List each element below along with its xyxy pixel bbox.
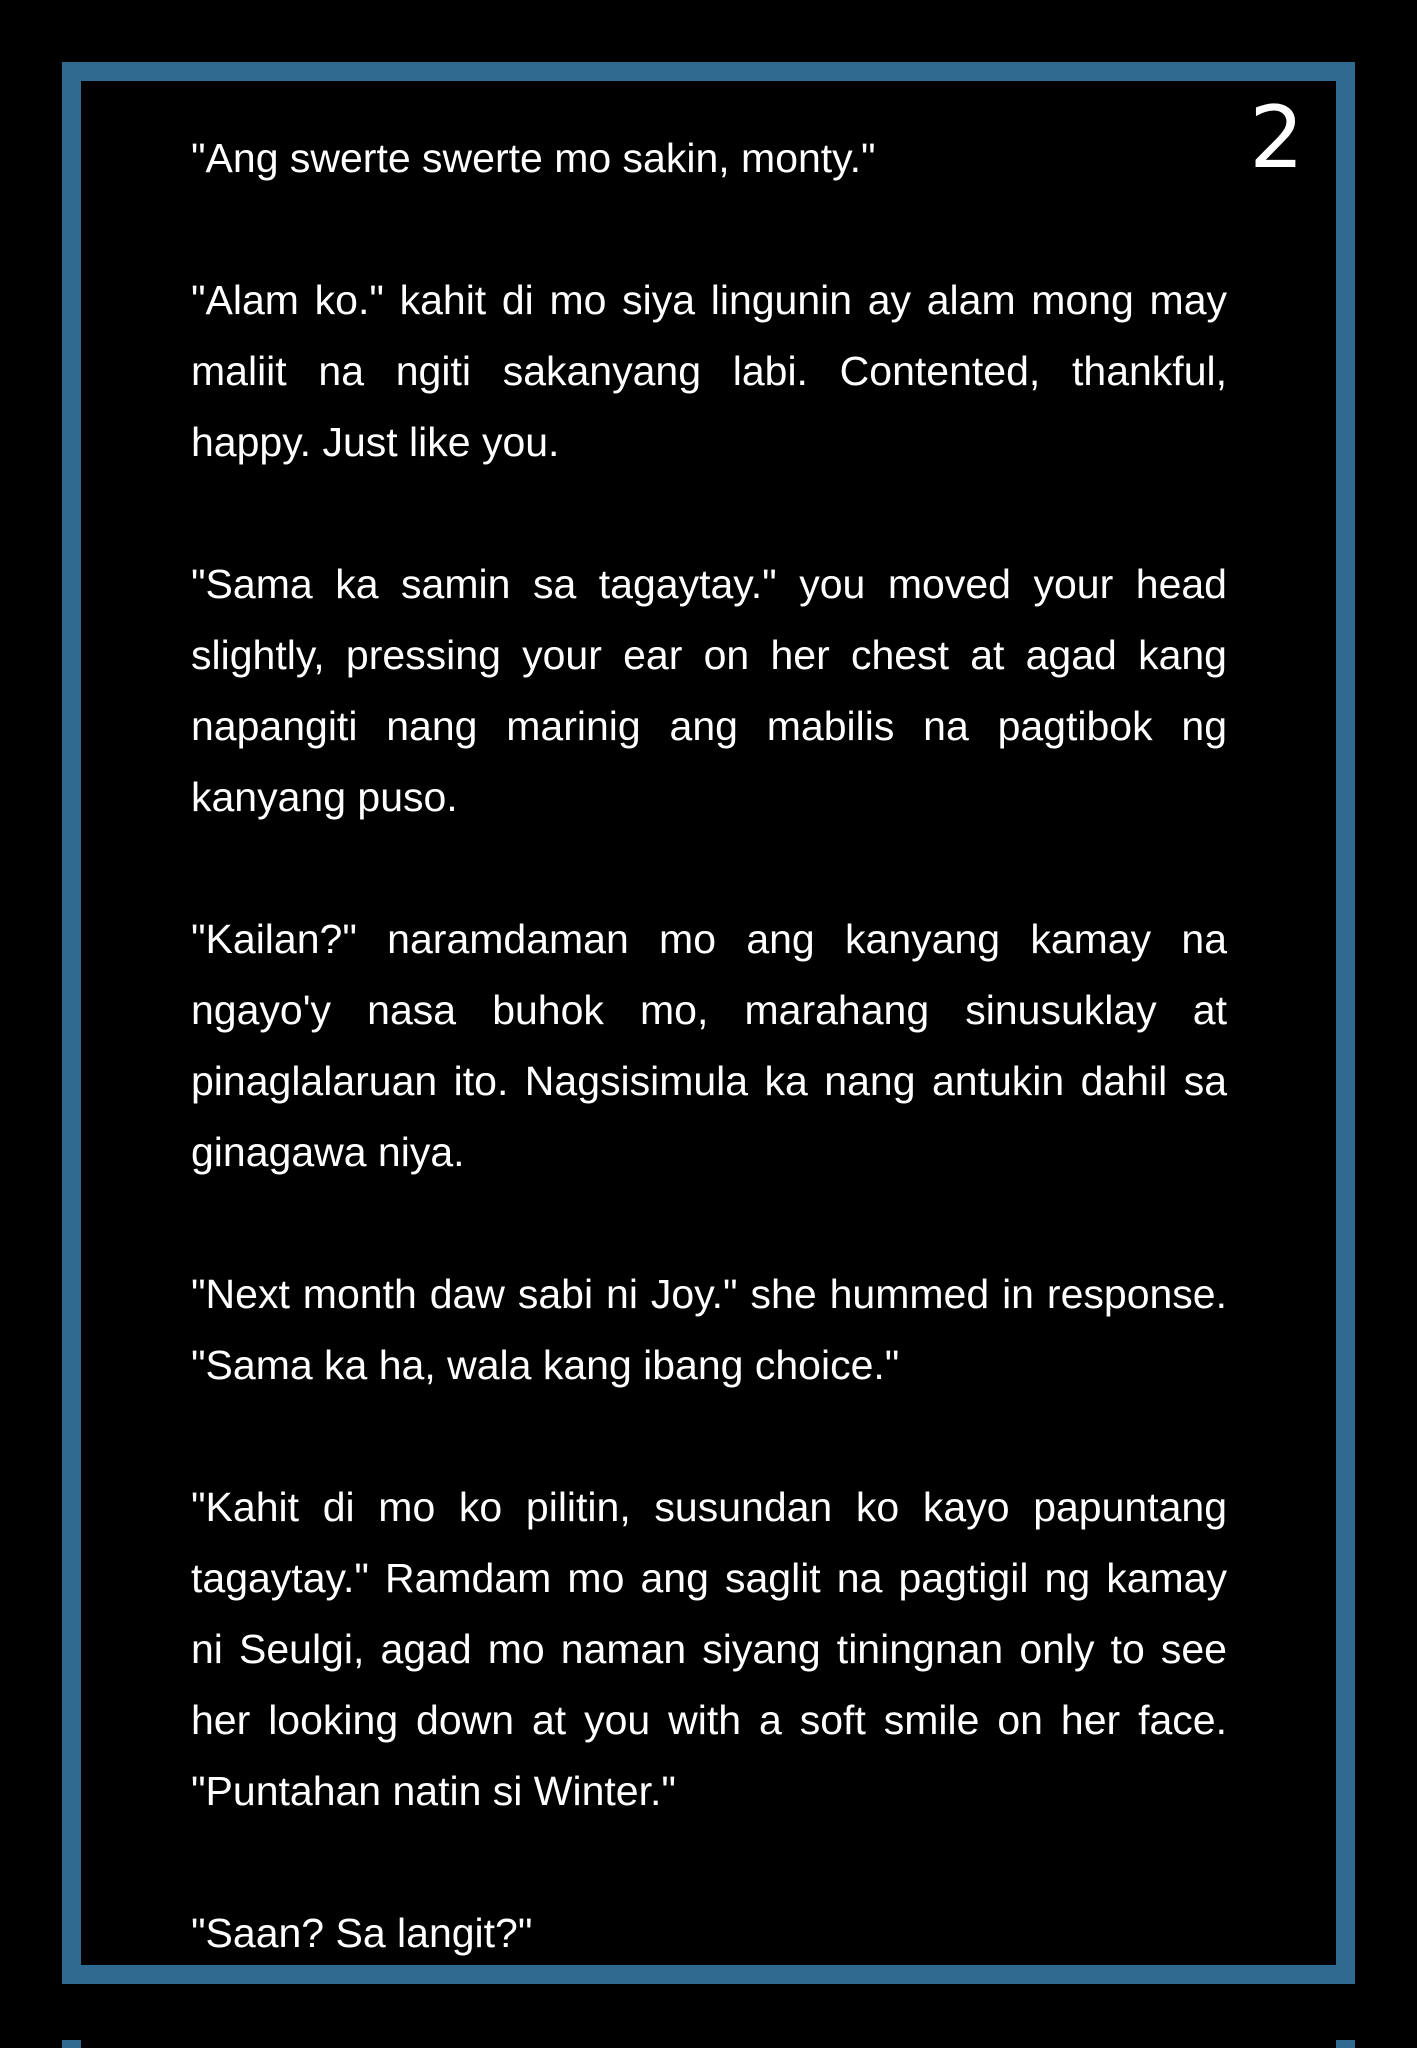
- story-paragraph-6: "Kahit di mo ko pilitin, susundan ko kayo papuntang tagaytay." Ramdam mo ang saglit na pagtigil ng kamay ni Seulgi, agad mo naman siyang tiningnan only to see her looking down at you with a soft smile on her face. "Puntahan natin si Winter.": [191, 1484, 1227, 1814]
- story-paragraph-3: "Sama ka samin sa tagaytay." you moved your head slightly, pressing your ear on her chest at agad kang napangiti nang marinig ang mabilis na pagtibok ng kanyang puso.: [191, 561, 1227, 820]
- story-text: [191, 123, 1227, 1969]
- next-page-frame-left-edge: [62, 2040, 81, 2048]
- next-page-frame-edge: [62, 2040, 1355, 2048]
- story-paragraph-4: "Kailan?" naramdaman mo ang kanyang kamay na ngayo'y nasa buhok mo, marahang sinusuklay at pinaglalaruan ito. Nagsisimula ka nang antukin dahil sa ginagawa niya.: [191, 916, 1227, 1175]
- next-page-frame-right-edge: [1336, 2040, 1355, 2048]
- story-page-frame: [62, 62, 1355, 1984]
- story-paragraph-1: "Ang swerte swerte mo sakin, monty.": [191, 135, 876, 181]
- story-paragraph-2: "Alam ko." kahit di mo siya lingunin ay alam mong may maliit na ngiti sakanyang labi. Contented, thankful, happy. Just like you.: [191, 277, 1227, 465]
- page-number: 2: [1249, 88, 1304, 188]
- story-paragraph-5: "Next month daw sabi ni Joy." she hummed in response. "Sama ka ha, wala kang ibang choice.": [191, 1271, 1227, 1388]
- story-paragraph-7: "Saan? Sa langit?": [191, 1910, 533, 1956]
